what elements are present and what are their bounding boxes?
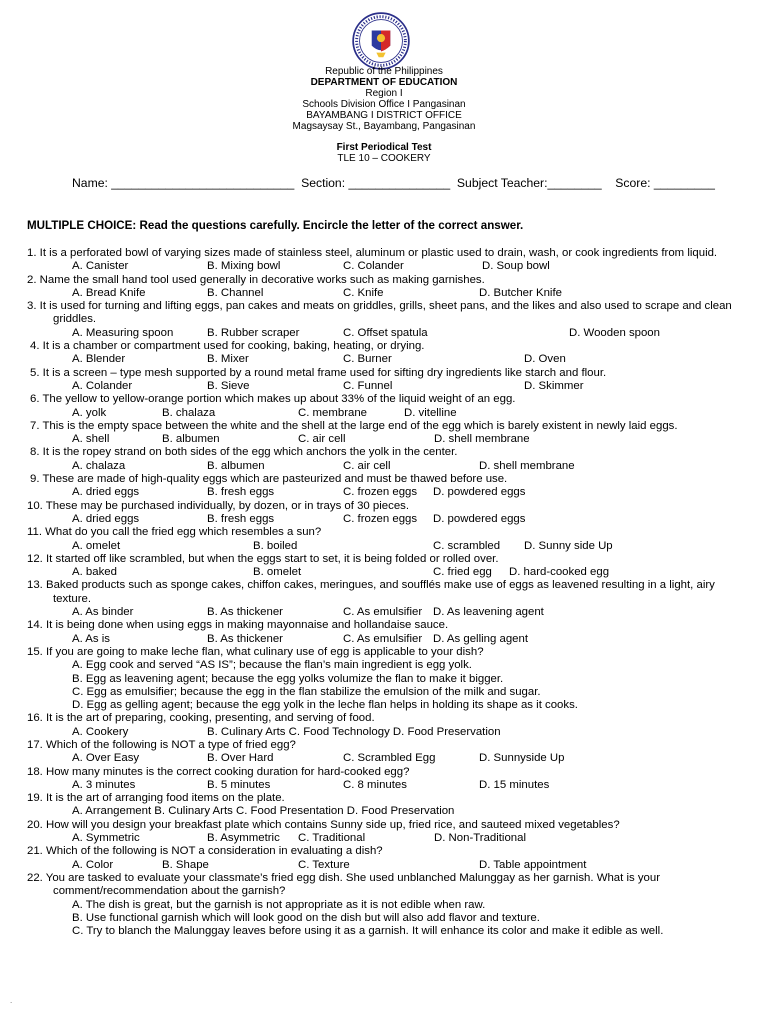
answer-option[interactable]: B. albumen (162, 433, 220, 446)
answer-option[interactable]: C. Traditional (298, 832, 366, 845)
answer-option[interactable]: A. baked (72, 566, 117, 579)
question-list (27, 247, 742, 938)
answer-option[interactable]: A. omelet (72, 539, 121, 552)
question-stem: 15. If you are going to make leche flan, what culinary use of egg is applicable to your dish? (27, 645, 484, 658)
answer-option[interactable]: A. chalaza (72, 459, 126, 472)
answer-option[interactable]: A. Over Easy (72, 752, 140, 765)
header-line-region: Region I (365, 88, 403, 99)
answer-option[interactable]: D. 15 minutes (479, 778, 550, 791)
answer-options (27, 540, 742, 553)
answer-options (27, 380, 742, 393)
answer-option[interactable]: B. As thickener (207, 632, 283, 645)
question-item (27, 579, 742, 619)
answer-option[interactable]: B. fresh eggs (207, 486, 275, 499)
answer-options (27, 353, 742, 366)
question-stem: 12. It started off like scrambled, but when the eggs start to set, it is being folded or rolled over. (27, 552, 499, 565)
question-stem: 5. It is a screen – type mesh supported by a round metal frame used for sifting dry ingredients like starch and flour. (30, 366, 607, 379)
question-stem: 20. How will you design your breakfast plate which contains Sunny side up, fried rice, and sauteed mixed vegetables? (27, 818, 620, 831)
question-item (27, 274, 742, 301)
answer-option[interactable]: A. Colander (72, 379, 133, 392)
question-stem: 10. These may be purchased individually, by dozen, or in trays of 30 pieces. (27, 499, 410, 512)
answer-option[interactable]: B. chalaza (162, 406, 216, 419)
answer-option[interactable]: B. Sieve (207, 379, 250, 392)
subject-title: TLE 10 – COOKERY (337, 153, 431, 164)
answer-option[interactable]: B. Mixing bowl (207, 260, 281, 273)
answer-options (27, 287, 742, 300)
answer-option[interactable]: B. As thickener (207, 606, 283, 619)
answer-option[interactable]: A. Canister (72, 260, 129, 273)
answer-option[interactable]: A. yolk (72, 406, 107, 419)
answer-options (27, 606, 742, 619)
answer-option[interactable]: D. As gelling agent (433, 632, 528, 645)
answer-option[interactable]: A. As is (72, 632, 110, 645)
question-stem: 13. Baked products such as sponge cakes, chiffon cakes, meringues, and soufflés make use of eggs as leavened resulting in a light, airy texture. (27, 579, 715, 605)
answer-options (27, 566, 742, 579)
answer-options (27, 752, 742, 765)
answer-option[interactable]: D. Skimmer (524, 379, 584, 392)
answer-option[interactable]: B. Asymmetric (207, 832, 280, 845)
question-item (27, 646, 742, 712)
answer-option[interactable]: C. scrambled (433, 539, 501, 552)
question-item (27, 393, 742, 420)
header-line-division: Schools Division Office I Pangasinan (302, 99, 466, 110)
answer-option[interactable]: C. As emulsifier (343, 632, 423, 645)
answer-option[interactable]: C. As emulsifier (343, 606, 423, 619)
answer-option[interactable]: C. 8 minutes (343, 778, 407, 791)
question-item (27, 712, 742, 739)
answer-option[interactable]: B. Channel (207, 286, 264, 299)
answer-options (27, 726, 742, 739)
question-stem: 22. You are tasked to evaluate your classmate’s fried egg dish. She used unblanched Malunggay as her garnish. What is your comment/recommendation about the garnish? (27, 871, 660, 898)
answer-option[interactable]: A. Egg cook and served “AS IS”; because the flan’s main ingredient is egg yolk. (72, 659, 472, 672)
answer-option[interactable]: D. As leavening agent (433, 606, 544, 619)
answer-options (27, 460, 742, 473)
question-item (27, 340, 742, 367)
answer-option[interactable]: A. Symmetric (72, 832, 140, 845)
answer-option[interactable]: A. 3 minutes (72, 778, 136, 791)
answer-option[interactable]: A. As binder (72, 606, 134, 619)
answer-option[interactable]: C. air cell (343, 459, 391, 472)
answer-option[interactable]: C. Funnel (343, 379, 393, 392)
answer-option[interactable]: C. Knife (343, 286, 384, 299)
header-line-deped: DEPARTMENT OF EDUCATION (310, 77, 458, 88)
answer-option[interactable]: D. powdered eggs (433, 486, 526, 499)
answer-option[interactable]: C. frozen eggs (343, 486, 418, 499)
answer-option[interactable]: B. Culinary Arts C. Food Technology D. Food Preservation (207, 725, 501, 738)
question-item (27, 526, 742, 553)
question-item (27, 872, 742, 938)
deped-seal-icon (352, 12, 410, 70)
answer-options (27, 260, 742, 273)
student-info-line: Name: ___________________________ Section: _______________ Subject Teacher:________ Score: _________ (72, 176, 715, 190)
answer-option[interactable]: B. Rubber scraper (207, 326, 300, 339)
answer-option[interactable]: C. air cell (298, 433, 346, 446)
question-item (27, 446, 742, 473)
answer-option[interactable]: D. Soup bowl (482, 260, 550, 273)
header-line-republic: Republic of the Philippines (325, 66, 443, 77)
answer-option[interactable]: D. shell membrane (434, 433, 530, 446)
question-stem: 11. What do you call the fried egg which resembles a sun? (27, 526, 322, 539)
question-stem: 18. How many minutes is the correct cooking duration for hard-cooked egg? (27, 765, 410, 778)
answer-option[interactable]: D. Butcher Knife (479, 286, 562, 299)
answer-option[interactable]: D. vitelline (404, 406, 457, 419)
question-stem: 6. The yellow to yellow-orange portion which makes up about 33% of the liquid weight of an egg. (30, 393, 516, 406)
answer-options (27, 859, 742, 872)
answer-option[interactable]: C. Try to blanch the Malunggay leaves before using it as a garnish. It will enhance its color and make it edible as well. (72, 925, 664, 938)
answer-option[interactable]: D. Egg as gelling agent; because the egg yolk in the leche flan helps in holding its shape as it cooks. (72, 699, 578, 712)
answer-options (27, 779, 742, 792)
answer-option[interactable]: C. Colander (343, 260, 404, 273)
question-item (27, 619, 742, 646)
answer-option[interactable]: A. Measuring spoon (72, 326, 174, 339)
answer-option[interactable]: A. Color (72, 858, 114, 871)
question-item (27, 420, 742, 447)
answer-option[interactable]: D. powdered eggs (433, 512, 526, 525)
answer-option[interactable]: B. 5 minutes (207, 778, 271, 791)
answer-options (27, 659, 742, 712)
answer-option[interactable]: B. Egg as leavening agent; because the egg yolks volumize the flan to make it bigger. (72, 672, 504, 685)
answer-option[interactable]: B. boiled (253, 539, 298, 552)
answer-options (27, 513, 742, 526)
answer-option[interactable]: A. Blender (72, 353, 126, 366)
answer-option[interactable]: C. Egg as emulsifier; because the egg in the flan stabilize the emulsion of the milk and sugar. (72, 685, 541, 698)
answer-option[interactable]: C. Texture (298, 858, 350, 871)
question-stem: 4. It is a chamber or compartment used for cooking, baking, heating, or drying. (30, 340, 425, 353)
question-item (27, 845, 742, 872)
answer-option[interactable]: B. fresh eggs (207, 512, 275, 525)
instructions: MULTIPLE CHOICE: Read the questions carefully. Encircle the letter of the correct answer. (27, 219, 524, 232)
answer-option[interactable]: B. Use functional garnish which will look good on the dish but will also add flavor and texture. (72, 911, 540, 924)
question-item (27, 247, 742, 274)
question-item (27, 367, 742, 394)
answer-option[interactable]: D. Wooden spoon (569, 326, 660, 339)
answer-option[interactable]: A. Arrangement B. Culinary Arts C. Food Presentation D. Food Preservation (72, 805, 455, 818)
answer-option[interactable]: D. Non-Traditional (434, 832, 527, 845)
answer-option[interactable]: B. Over Hard (207, 752, 274, 765)
question-item (27, 766, 742, 793)
answer-option[interactable]: D. Oven (524, 353, 566, 366)
answer-option[interactable]: C. Offset spatula (343, 326, 428, 339)
answer-option[interactable]: A. Bread Knife (72, 286, 146, 299)
answer-options (27, 805, 742, 818)
answer-option[interactable]: A. Cookery (72, 725, 129, 738)
question-item (27, 553, 742, 580)
answer-options (27, 899, 742, 939)
question-item (27, 792, 742, 819)
answer-option[interactable]: B. Shape (162, 858, 209, 871)
answer-option[interactable]: D. hard-cooked egg (509, 566, 610, 579)
answer-options (27, 486, 742, 499)
question-stem: 21. Which of the following is NOT a consideration in evaluating a dish? (27, 845, 383, 858)
question-item (27, 739, 742, 766)
question-stem: 7. This is the empty space between the white and the shell at the large end of the egg which is barely existent in newly laid eggs. (30, 419, 678, 432)
question-stem: 17. Which of the following is NOT a type of fried egg? (27, 738, 296, 751)
answer-options (27, 433, 742, 446)
answer-option[interactable]: D. Sunny side Up (524, 539, 613, 552)
answer-option[interactable]: A. The dish is great, but the garnish is not appropriate as it is not edible when raw. (72, 898, 486, 911)
answer-option[interactable]: C. Scrambled Egg (343, 752, 436, 765)
header-line-district: BAYAMBANG I DISTRICT OFFICE (306, 110, 462, 121)
question-stem: 16. It is the art of preparing, cooking, presenting, and serving of food. (27, 712, 375, 725)
answer-option[interactable]: A. shell (72, 433, 110, 446)
header-line-address: Magsaysay St., Bayambang, Pangasinan (292, 121, 476, 132)
question-item (27, 819, 742, 846)
answer-option[interactable]: D. Table appointment (479, 858, 587, 871)
question-item (27, 300, 742, 340)
answer-option[interactable]: C. frozen eggs (343, 512, 418, 525)
answer-options (27, 633, 742, 646)
answer-options (27, 407, 742, 420)
test-title: First Periodical Test (336, 142, 432, 153)
answer-option[interactable]: D. Sunnyside Up (479, 752, 565, 765)
question-stem: 2. Name the small hand tool used generally in decorative works such as making garnishes. (27, 273, 485, 286)
answer-option[interactable]: B. Mixer (207, 353, 249, 366)
answer-option[interactable]: D. shell membrane (479, 459, 575, 472)
answer-options (27, 832, 742, 845)
answer-option[interactable]: C. Burner (343, 353, 392, 366)
answer-option[interactable]: A. dried eggs (72, 512, 140, 525)
question-item (27, 500, 742, 527)
answer-option[interactable]: A. dried eggs (72, 486, 140, 499)
question-stem: 14. It is being done when using eggs in making mayonnaise and hollandaise sauce. (27, 619, 449, 632)
question-stem: 3. It is used for turning and lifting eggs, pan cakes and meats on griddles, grills, sheet pans, and the likes and also used to scrape and clean griddles. (27, 300, 732, 326)
question-stem: 8. It is the ropey strand on both sides of the egg which anchors the yolk in the center. (30, 446, 458, 459)
question-item (27, 473, 742, 500)
answer-option[interactable]: B. albumen (207, 459, 265, 472)
answer-option[interactable]: C. membrane (298, 406, 368, 419)
answer-option[interactable]: C. fried egg (433, 566, 492, 579)
question-stem: 19. It is the art of arranging food items on the plate. (27, 792, 285, 805)
document-header (0, 66, 768, 164)
question-stem: 9. These are made of high-quality eggs which are pasteurized and must be thawed before use. (30, 473, 508, 486)
answer-options (27, 327, 742, 340)
question-stem: 1. It is a perforated bowl of varying sizes made of stainless steel, aluminum or plastic used to drain, wash, or cook ingredients from liquid. (27, 247, 718, 259)
answer-option[interactable]: B. omelet (253, 566, 302, 579)
footer-mark: . (10, 996, 13, 1005)
